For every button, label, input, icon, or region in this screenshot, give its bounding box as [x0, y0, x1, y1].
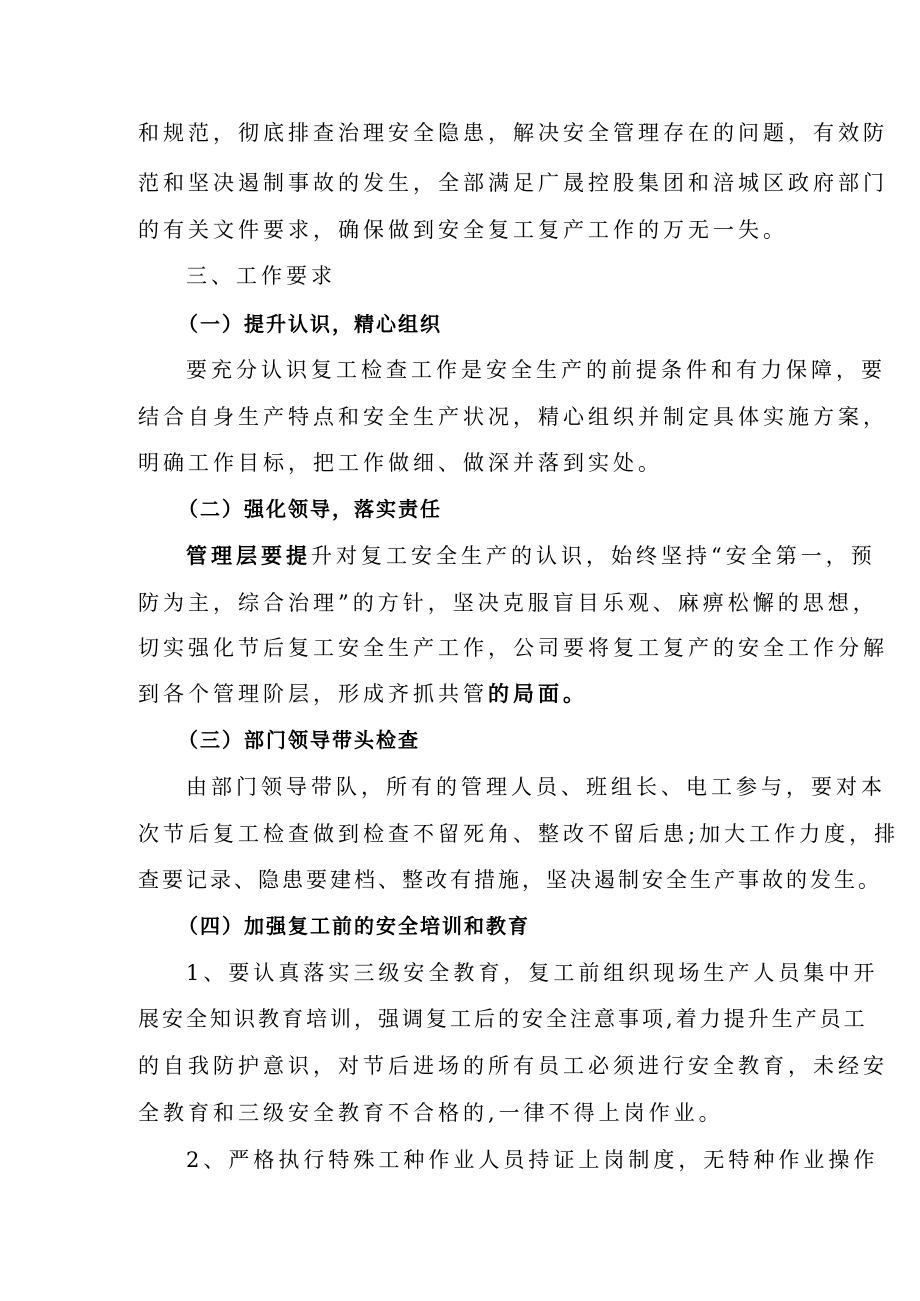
paragraph-line: 的自我防护意识，对节后进场的所有员工必须进行安全教育，未经安 [138, 1054, 888, 1078]
paragraph-line: 和规范，彻底排查治理安全隐患，解决安全管理存在的问题，有效防 [138, 121, 888, 145]
subsection-heading: （二）强化领导，落实责任 [178, 497, 442, 521]
paragraph-line: 次节后复工检查做到检查不留死角、整改不留后患;加大工作力度，排 [138, 822, 900, 846]
section-heading: 三、工作要求 [186, 264, 336, 288]
paragraph-line: 2、严格执行特殊工种作业人员持证上岗制度，无特种作业操作 [186, 1148, 879, 1172]
paragraph-line: 范和坚决遏制事故的发生，全部满足广晟控股集团和涪城区政府部门 [138, 171, 888, 195]
paragraph-line: 明确工作目标，把工作做细、做深并落到实处。 [138, 451, 663, 475]
subsection-heading: （三）部门领导带头检查 [178, 728, 420, 752]
paragraph-line: 要充分认识复工检查工作是安全生产的前提条件和有力保障，要 [186, 358, 886, 382]
paragraph-line: 的有关文件要求，确保做到安全复工复产工作的万无一失。 [138, 218, 788, 242]
paragraph-line: 全教育和三级安全教育不合格的,一律不得上岗作业。 [138, 1101, 724, 1125]
paragraph-line: 1、要认真落实三级安全教育，复工前组织现场生产人员集中开 [186, 961, 879, 985]
paragraph-line: 到各个管理阶层，形成齐抓共管的局面。 [138, 681, 588, 706]
subsection-heading: （四）加强复工前的安全培训和教育 [178, 914, 530, 938]
paragraph-line: 由部门领导带队，所有的管理人员、班组长、电工参与，要对本 [186, 775, 886, 799]
paragraph-line: 管理层要提升对复工安全生产的认识，始终坚持“安全第一，预 [186, 543, 876, 568]
subsection-heading: （一）提升认识，精心组织 [178, 312, 442, 336]
paragraph-line: 查要记录、隐患要建档、整改有措施，坚决遏制安全生产事故的发生。 [138, 868, 882, 892]
paragraph-line: 防为主，综合治理”的方针，坚决克服盲目乐观、麻痹松懈的思想， [138, 591, 878, 615]
paragraph-line: 结合自身生产特点和安全生产状况，精心组织并制定具体实施方案， [138, 405, 888, 429]
paragraph-line: 切实强化节后复工安全生产工作，公司要将复工复产的安全工作分解 [138, 636, 888, 660]
paragraph-line: 展安全知识教育培训，强调复工后的安全注意事项,着力提升生产员工 [138, 1007, 868, 1031]
